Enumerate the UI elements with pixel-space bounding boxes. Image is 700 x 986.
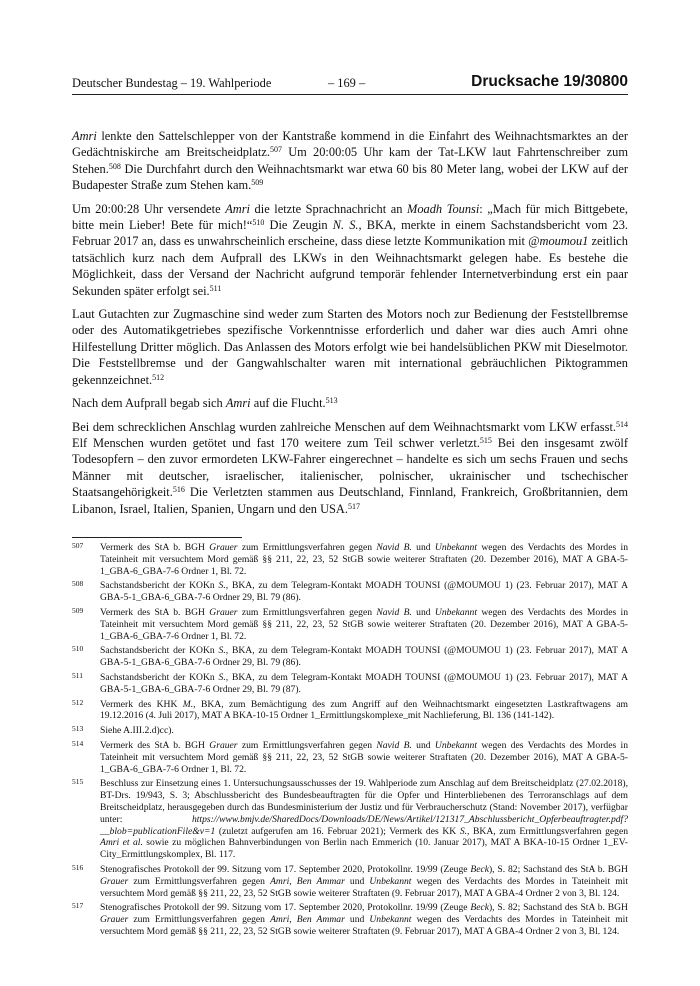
footnote [72,607,628,642]
footnote-number: 509 [72,605,84,615]
text-run: Sachstandsbericht der KOKn [100,645,219,657]
footnote [72,542,628,577]
text-run: Ben Ammar [296,875,345,887]
footnote [72,699,628,723]
text-run: Stenografisches Protokoll der 99. Sitzung vom 17. September 2020, Protokollnr. 19/99 (Zeuge [100,863,471,875]
footnote-reference: 516 [172,485,185,495]
text-run: Sachstandsbericht der KOKn [100,580,219,592]
footnote [72,864,628,899]
text-run: Stenografisches Protokoll der 99. Sitzung vom 17. September 2020, Protokollnr. 19/99 (Zeuge [100,902,471,914]
text-run: Sachstandsbericht der KOKn [100,671,219,683]
text-run: Amri [72,129,97,143]
text-run: wegen des Verdachts des Mordes in Tateinheit mit versuchtem Mord gemäß §§ 211, 22, 23, 52 StGB sowie weiterer Straftaten (20. Dezember 2016), MAT A GBA-5-1_GBA-6_GBA-7-6 Ordner 1, Bl. 72. [100,739,628,775]
footnote-separator [72,537,242,538]
text-run: zum Ermittlungsverfahren gegen [237,606,377,618]
text-run: wegen des Verdachts des Mordes in Tateinheit mit versuchtem Mord gemäß §§ 211, 22, 23, 52 StGB sowie weiterer Straftaten (20. Dezember 2016), MAT A GBA-5-1_GBA-6_GBA-7-6 Ordner 1, Bl. 72. [100,606,628,642]
text-run: Unbekannt [369,914,412,926]
body-paragraph [72,306,628,388]
text-run: S. [218,645,226,657]
text-run: Vermerk des StA b. BGH [100,739,210,751]
text-run: Nach dem Aufprall begab sich [72,396,226,411]
header-page-number: – 169 – [328,76,366,90]
text-run: Beck [470,902,489,914]
text-run: Amri [270,914,290,926]
text-run: Beschluss zur Einsetzung eines 1. Untersuchungsausschusses der 19. Wahlperiode zum Anschlag auf dem Breitscheidplatz (27.02.2018), BT-Drs. 19/943, S. 3; Abschlussbericht des Bundesbeauftragten für die Opfer und Hinterbliebenen des Terroranschlags auf dem Breitscheidplatz, herausgegeben durch das Bundesministerium der Justiz und für Verbraucherschutz (Stand: November 2017), verfügbar unter: [100,778,628,825]
footnote-number: 515 [72,777,84,787]
text-run: Navid B. [376,739,412,751]
header-parliament: Deutscher Bundestag – 19. Wahlperiode [72,76,272,90]
text-run: Moadh Tounsi [407,201,480,216]
footnote [72,580,628,604]
text-run: N. S. [332,218,359,233]
text-run: Die Verletzten stammen aus Deutschland, Finnland, Frankreich, Großbritannien, dem Libanon, Israel, Italien, Spanien, Ungarn und den USA. [72,485,628,516]
footnote-number: 511 [72,670,83,680]
footnote-number: 517 [72,901,84,911]
footnote-reference: 510 [252,218,265,228]
footnote-number: 513 [72,724,84,734]
text-run: zum Ermittlungsverfahren gegen [237,542,377,553]
text-run: zum Ermittlungsverfahren gegen [128,914,271,926]
text-run: S. [218,671,226,683]
footnote-number: 512 [72,697,84,707]
text-run: Grauer [209,542,238,553]
text-run: und [411,542,435,553]
footnote [72,725,628,737]
text-run: Amri [270,875,290,887]
footnote-reference: 517 [347,501,360,511]
text-run: wegen des Verdachts des Mordes in Tateinheit mit versuchtem Mord gemäß §§ 211, 22, 23, 52 StGB sowie weiterer Straftaten (9. Februar 2017), MAT A GBA-4 Ordner 2 von 3, Bl. 124. [100,914,629,937]
text-run: und [344,875,370,887]
footnote-number: 507 [72,541,84,550]
text-run: , BKA, zu dem Telegram-Kontakt MOADH TOUNSI (@MOUMOU 1) (23. Februar 2017), MAT A GBA-5-1_GBA-6_GBA-7-6 Ordner 29, Bl. 79 (86). [100,580,629,604]
text-run: lenkte den Sattelschlepper von der Kantstraße kommend in die Einfahrt des Weihnachtsmarktes an der Gedächtniskirche am Breitscheidplatz. [72,129,628,160]
text-run: Vermerk des StA b. BGH [100,542,210,553]
text-run: Um 20:00:28 Uhr versendete [72,201,226,216]
text-run: (zuletzt aufgerufen am 16. Februar 2021); Vermerk des KK [215,825,460,837]
text-run: , BKA, zum Ermittlungsverfahren gegen [467,825,629,837]
text-run: und [344,914,370,926]
footnote-number: 514 [72,738,84,748]
text-run: , [289,875,297,887]
text-run: Beck [470,863,489,875]
header-doc-number: 30800 [584,73,628,90]
body-text [72,128,628,524]
header-doc-prefix: Drucksache 19/ [471,73,585,90]
footnotes [72,542,628,941]
text-run: Elf Menschen wurden getötet und fast 170 weitere zum Teil schwer verletzt. [72,435,480,450]
text-run: Unbekannt [434,739,477,751]
text-run: Unbekannt [434,606,477,618]
text-run: https://www.bmjv.de/SharedDocs/Downloads/DE/News/Artikel/121317_Abschlussbericht_Opferbeauftragter.pdf?__blob=publicationFile&v=1 [100,813,628,837]
footnote-reference: 513 [325,396,338,406]
body-paragraph [72,395,628,411]
text-run: Bei den insgesamt zwölf Todesopfern – den zuvor ermordeten LKW-Fahrer eingerechnet – handelte es sich um sechs Frauen und sechs Männer mit deutscher, israelischer, italienischer, polnischer, ukrainischer und tschechischer Staatsangehörigkeit. [72,435,628,500]
footnote-reference: 511 [209,283,222,293]
text-run: Unbekannt [434,542,477,553]
text-run: Vermerk des StA b. BGH [100,606,210,618]
text-run: Ben Ammar [296,914,345,926]
text-run: zum Ermittlungsverfahren gegen [237,739,377,751]
footnote-number: 510 [72,644,84,654]
header-document-number [471,73,628,91]
text-run: M. [182,698,194,710]
text-run: Navid B. [376,542,412,553]
text-run: sowie zu möglichen Bahnverbindungen von Berlin nach Emmerich (10. Januar 2017), MAT A BKA-10-15 Ordner 1_EV-City_Ermittlungskomplex, Bl. 117. [100,837,628,861]
text-run: ), S. 82; Sachstand des StA b. BGH [488,863,628,875]
text-run: Amri [225,396,251,411]
footnote [72,740,628,775]
text-run: : „Mach für mich Bittgebete, bitte mein Lieber! Bete für mich!“ [72,201,628,233]
text-run: Navid B. [376,606,412,618]
text-run: und [411,606,435,618]
footnote-reference: 514 [616,419,628,429]
text-run: @moumou1 [528,234,589,249]
footnote-number: 508 [72,579,84,589]
text-run: wegen des Verdachts des Mordes in Tateinheit mit versuchtem Mord gemäß §§ 211, 22, 23, 52 StGB sowie weiterer Straftaten (20. Dezember 2016), MAT A GBA-5-1_GBA-6_GBA-7-6 Ordner 1, Bl. 72. [100,542,628,577]
text-run: Amri [225,201,250,216]
text-run: Siehe A.III.2.d)cc). [100,725,174,737]
footnote [72,645,628,669]
footnote [72,902,628,937]
text-run: Grauer [100,914,129,926]
text-run: wegen des Verdachts des Mordes in Tateinheit mit versuchtem Mord gemäß §§ 211, 22, 23, 52 StGB sowie weiterer Straftaten (9. Februar 2017), MAT A GBA-4 Ordner 2 von 3, Bl. 124. [100,875,629,899]
text-run: , [289,914,297,926]
footnote-reference: 507 [269,145,282,155]
text-run: und [411,739,435,751]
text-run: S. [218,580,226,592]
text-run: zum Ermittlungsverfahren gegen [128,875,271,887]
footnote [72,778,628,861]
footnote-number: 516 [72,862,84,872]
text-run: ), S. 82; Sachstand des StA b. BGH [488,902,628,914]
text-run: zeitlich tatsächlich kurz nach dem Aufprall des LKWs in den Weihnachtsmarkt gelegen habe. Es bestehe die Möglichkeit, dass der Versand der Nachricht aufgrund temporär fehlender Internetverbindung erst ein paar Sekunden später erfolgt sei. [72,234,628,298]
text-run: Unbekannt [369,875,412,887]
text-run: Laut Gutachten zur Zugmaschine sind weder zum Starten des Motors noch zur Bedienung der Feststellbremse oder des Automatikgetriebes spezifische Vorkenntnisse erforderlich und daher war dies auch Amri ohne Hilfestellung Dritter möglich. Das Anlassen des Motors erfolgt wie bei handelsüblichen PKW mit Dieselmotor. Die Feststellbremse und der Gangwahlschalter waren mit international gebräuchlichen Piktogrammen gekennzeichnet. [72,307,628,387]
footnote-reference: 515 [479,435,492,445]
footnote-reference: 508 [108,161,121,171]
footnote [72,672,628,696]
text-run: Grauer [100,875,129,887]
text-run: , BKA, merkte in einem Sachstandsbericht vom 23. Februar 2017 an, dass es unwahrscheinlich erscheine, dass diese letzte Kommunikation mit [72,218,628,249]
text-run: Bei dem schrecklichen Anschlag wurden zahlreiche Menschen auf dem Weihnachtsmarkt vom LKW erfasst. [72,419,616,434]
text-run: auf die Flucht. [250,396,326,411]
text-run: die letzte Sprachnachricht an [249,201,408,216]
text-run: Vermerk des KHK [100,698,183,710]
footnote-reference: 512 [152,372,165,382]
text-run: S. [459,825,468,837]
body-paragraph [72,201,628,299]
text-run: Um 20:00:05 Uhr kam der Tat-LKW laut Fahrtenschreiber zum Stehen. [72,145,628,176]
text-run: , BKA, zum Bemächtigung des zum Angriff auf den Weihnachtsmarkt eingesetzten Lastkraftwagens am 19.12.2016 (4. Juli 2017), MAT A BKA-10-15 Ordner 1_Ermittlungskomplexe_mit Nachlieferung, Bl. 136 (141-142). [100,698,628,722]
text-run: Die Zeugin [264,218,333,233]
text-run: , BKA, zu dem Telegram-Kontakt MOADH TOUNSI (@MOUMOU 1) (23. Februar 2017), MAT A GBA-5-1_GBA-6_GBA-7-6 Ordner 29, Bl. 79 (86). [100,645,629,669]
body-paragraph [72,128,628,194]
page-header [72,73,628,95]
footnote-reference: 509 [251,178,264,188]
body-paragraph [72,419,628,517]
text-run: , BKA, zu dem Telegram-Kontakt MOADH TOUNSI (@MOUMOU 1) (23. Februar 2017), MAT A GBA-5-1_GBA-6_GBA-7-6 Ordner 29, Bl. 79 (87). [100,671,629,695]
text-run: Grauer [209,606,238,618]
text-run: Amri et al. [100,837,143,849]
text-run: Grauer [209,739,238,751]
text-run: Die Durchfahrt durch den Weihnachtsmarkt war etwa 60 bis 80 Meter lang, wobei der LKW auf der Budapester Straße zum Stehen kam. [72,161,628,193]
